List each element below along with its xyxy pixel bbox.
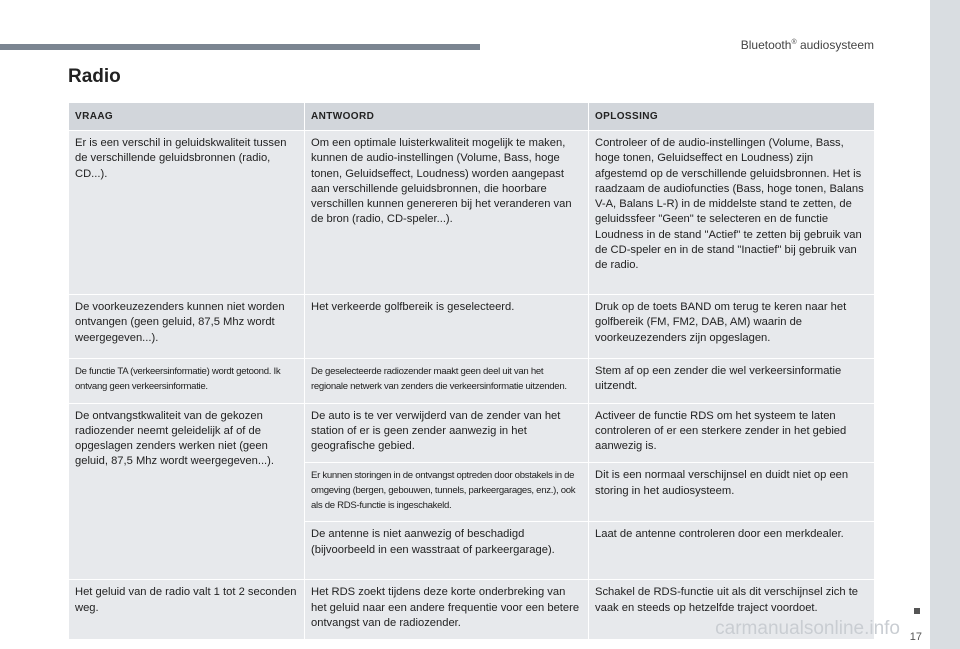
header-title-suffix: audiosysteem [796,38,874,52]
registered-mark: ® [791,39,797,46]
solution-cell: Controleer of de audio-instellingen (Volume, Bass, hoge tonen, Geluidseffect en Loudness) zijn afgestemd op de verschillende geluidsbronnen. Het is raadzaam de audiofuncties (Bass, hoge tonen, Balans V-A, Balans L-R) in de middelste stand te zetten, de geluidssfeer "Geen" te selecteren en de functie Loudness in de stand "Actief" te zetten bij gebruik van de CD-speler en in de stand "Inactief" bij gebruik van de radio. [589,131,875,295]
table-header-row [69,103,875,131]
question-cell: De ontvangstkwaliteit van de gekozen radiozender neemt geleidelijk af of de opgeslagen zenders werken niet (geen geluid, 87,5 Mhz wordt weergegeven...). [69,403,305,580]
section-header [741,38,874,52]
column-header-answer: ANTWOORD [305,103,589,131]
solution-cell: Laat de antenne controleren door een merkdealer. [589,522,875,580]
solution-cell: Druk op de toets BAND om terug te keren naar het golfbereik (FM, FM2, DAB, AM) waarin de voorkeuzezenders zijn opgeslagen. [589,295,875,359]
solution-cell: Stem af op een zender die wel verkeersinformatie uitzendt. [589,359,875,404]
answer-cell: De auto is te ver verwijderd van de zender van het station of er is geen zender aanwezig in het geografische gebied. [305,403,589,463]
question-cell: Het geluid van de radio valt 1 tot 2 seconden weg. [69,580,305,640]
answer-cell: Om een optimale luisterkwaliteit mogelijk te maken, kunnen de audio-instellingen (Volume, Bass, hoge tonen, Geluidseffect, Loudness) worden aangepast aan verschillende geluidsbronnen, die hoorbare verschillen kunnen genereren bij het veranderen van de bron (radio, CD-speler...). [305,131,589,295]
page-title: Radio [68,66,121,87]
answer-cell: De antenne is niet aanwezig of beschadigd (bijvoorbeeld in een wasstraat of parkeergarage). [305,522,589,580]
answer-cell: Er kunnen storingen in de ontvangst optreden door obstakels in de omgeving (bergen, gebouwen, tunnels, parkeergarages, enz.), ook als de RDS-functie is ingeschakeld. [305,463,589,522]
table-row [69,295,875,359]
answer-cell: Het RDS zoekt tijdens deze korte onderbreking van het geluid naar een andere frequentie voor een betere ontvangst van de radiozender. [305,580,589,640]
table-row [69,131,875,295]
watermark: carmanualsonline.info [715,618,900,639]
table-row [69,403,875,463]
answer-cell: Het verkeerde golfbereik is geselecteerd. [305,295,589,359]
answer-cell: De geselecteerde radiozender maakt geen deel uit van het regionale netwerk van zenders die verkeersinformatie uitzenden. [305,359,589,404]
page-marker-dot [914,608,920,614]
solution-cell: Schakel de RDS-functie uit als dit verschijnsel zich te vaak en steeds op hetzelfde traject voordoet. [589,580,875,640]
header-rule [0,44,480,50]
page-edge-tab [930,0,960,649]
troubleshooting-table [68,102,875,640]
table-row [69,359,875,404]
column-header-solution: OPLOSSING [589,103,875,131]
column-header-question: VRAAG [69,103,305,131]
solution-cell: Activeer de functie RDS om het systeem te laten controleren of er een sterkere zender in het gebied aanwezig is. [589,403,875,463]
question-cell: De voorkeuzezenders kunnen niet worden ontvangen (geen geluid, 87,5 Mhz wordt weergegeven...). [69,295,305,359]
page-number: 17 [909,631,922,643]
solution-cell: Dit is een normaal verschijnsel en duidt niet op een storing in het audiosysteem. [589,463,875,522]
header-title-text: Bluetooth [740,38,792,52]
question-cell: Er is een verschil in geluidskwaliteit tussen de verschillende geluidsbronnen (radio, CD...). [69,131,305,295]
question-cell: De functie TA (verkeersinformatie) wordt getoond. Ik ontvang geen verkeersinformatie. [69,359,305,404]
